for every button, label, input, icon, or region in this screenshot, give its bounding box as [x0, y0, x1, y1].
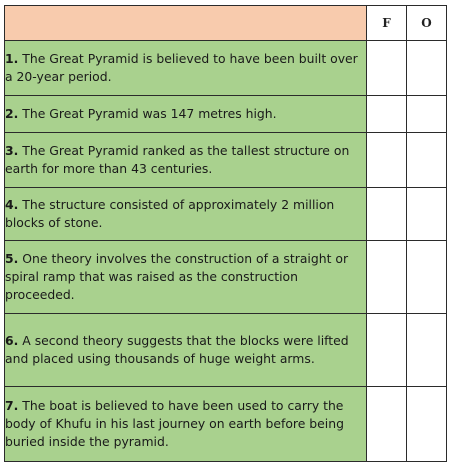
- fact-opinion-table: [4, 5, 447, 462]
- statement-cell: [5, 41, 367, 96]
- statement-cell: [5, 314, 367, 387]
- statement-number: 4.: [5, 197, 19, 212]
- statement-text: A second theory suggests that the blocks were lifted and placed using thousands of huge weight arms.: [5, 333, 349, 366]
- statement-number: 3.: [5, 143, 19, 158]
- statement-cell: [5, 133, 367, 188]
- table-row: [5, 133, 447, 188]
- statement-text: The structure consisted of approximately 2 million blocks of stone.: [5, 197, 335, 230]
- fact-checkbox[interactable]: [367, 96, 407, 133]
- table-row: [5, 96, 447, 133]
- statement-cell: [5, 241, 367, 314]
- opinion-checkbox[interactable]: [407, 188, 447, 241]
- opinion-checkbox[interactable]: [407, 387, 447, 462]
- statement-number: 5.: [5, 251, 19, 266]
- opinion-checkbox[interactable]: [407, 96, 447, 133]
- statement-text: The Great Pyramid was 147 metres high.: [22, 106, 277, 121]
- statement-number: 6.: [5, 333, 19, 348]
- fact-checkbox[interactable]: [367, 188, 407, 241]
- opinion-checkbox[interactable]: [407, 241, 447, 314]
- statement-text: The Great Pyramid is believed to have been built over a 20-year period.: [5, 51, 358, 84]
- statement-text: The boat is believed to have been used to carry the body of Khufu in his last journey on earth before being buried inside the pyramid.: [5, 398, 344, 449]
- statement-cell: [5, 96, 367, 133]
- fact-checkbox[interactable]: [367, 314, 407, 387]
- statement-text: The Great Pyramid ranked as the tallest structure on earth for more than 43 centuries.: [5, 143, 350, 176]
- opinion-checkbox[interactable]: [407, 133, 447, 188]
- fact-checkbox[interactable]: [367, 41, 407, 96]
- header-row: [5, 6, 447, 41]
- opinion-column-header: O: [407, 6, 447, 41]
- fact-checkbox[interactable]: [367, 133, 407, 188]
- fact-column-header: F: [367, 6, 407, 41]
- table-row: [5, 241, 447, 314]
- statement-column-header: [5, 6, 367, 41]
- table-row: [5, 188, 447, 241]
- fact-checkbox[interactable]: [367, 387, 407, 462]
- statement-cell: [5, 188, 367, 241]
- opinion-checkbox[interactable]: [407, 314, 447, 387]
- fact-checkbox[interactable]: [367, 241, 407, 314]
- statement-number: 1.: [5, 51, 19, 66]
- statement-number: 7.: [5, 398, 19, 413]
- statement-number: 2.: [5, 106, 19, 121]
- opinion-checkbox[interactable]: [407, 41, 447, 96]
- table-row: [5, 387, 447, 462]
- statement-text: One theory involves the construction of a straight or spiral ramp that was raised as the construction proceeded.: [5, 251, 349, 302]
- table-row: [5, 314, 447, 387]
- statement-cell: [5, 387, 367, 462]
- table-row: [5, 41, 447, 96]
